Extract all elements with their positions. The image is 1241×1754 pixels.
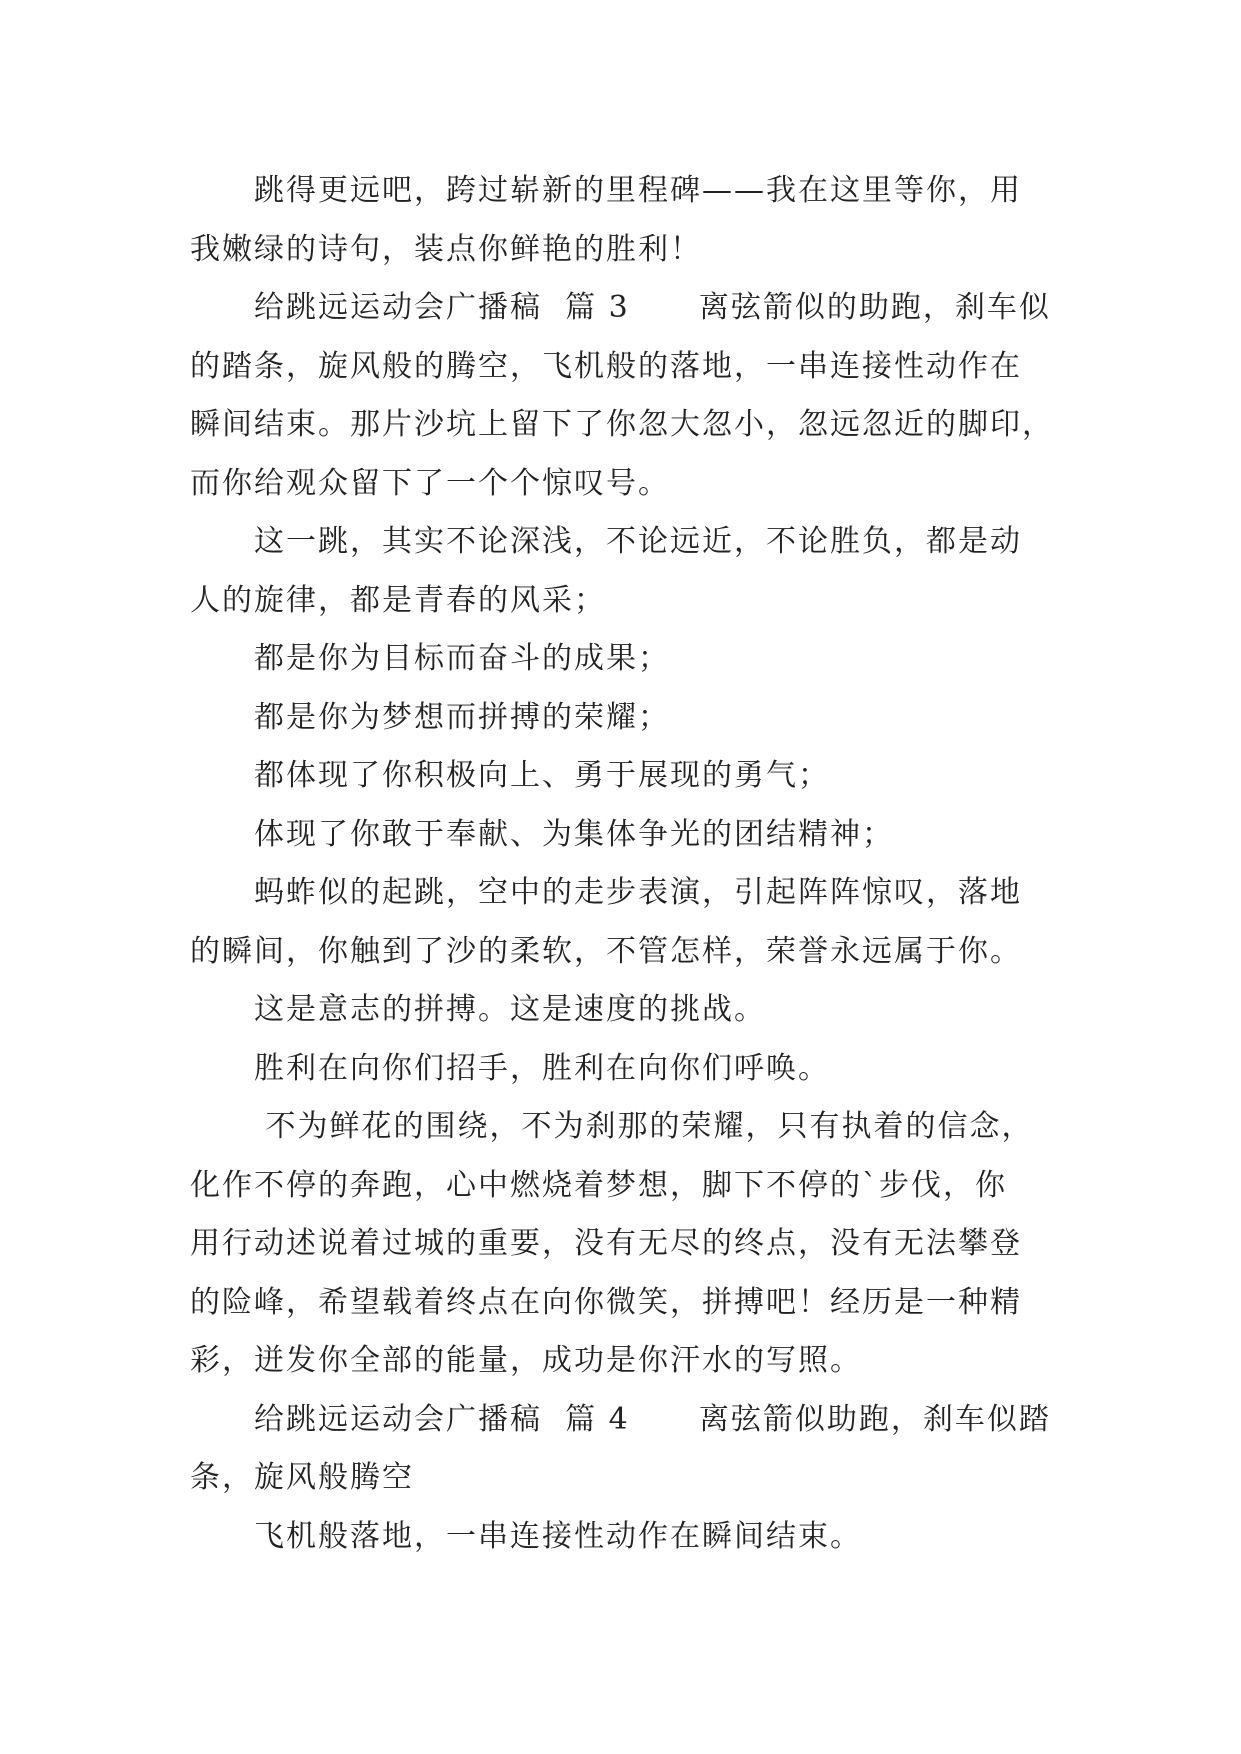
text-line: 都是你为梦想而拼搏的荣耀；: [254, 699, 670, 735]
text-line: 跳得更远吧，跨过崭新的里程碑——我在这里等你，用: [254, 173, 1022, 208]
text-line: 瞬间结束。那片沙坑上留下了你忽大忽小，忽远忽近的脚印，: [190, 407, 1054, 442]
section-heading-line: 给跳远运动会广播稿 篇 3 离弦箭似的助跑，刹车似: [254, 290, 1051, 325]
text-line: 胜利在向你们招手，胜利在向你们呼唤。: [254, 1050, 830, 1086]
text-line: 彩，迸发你全部的能量，成功是你汗水的写照。: [190, 1343, 862, 1378]
text-line: 这是意志的拼搏。这是速度的挑战。: [254, 992, 766, 1027]
text-line: 蚂蚱似的起跳，空中的走步表演，引起阵阵惊叹，落地: [254, 875, 1022, 910]
text-line: 人的旋律，都是青春的风采；: [190, 582, 606, 618]
text-line: 飞机般落地，一串连接性动作在瞬间结束。: [254, 1518, 862, 1554]
text-line: 而你给观众留下了一个个惊叹号。: [190, 465, 670, 501]
text-line: 这一跳，其实不论深浅，不论远近，不论胜负，都是动: [254, 524, 1022, 559]
document-body: [190, 162, 1090, 1566]
section-heading-line: 给跳远运动会广播稿 篇 4 离弦箭似助跑，刹车似踏: [254, 1401, 1051, 1437]
text-line: 用行动述说着过城的重要，没有无尽的终点，没有无法攀登: [190, 1226, 1022, 1261]
text-line: 我嫩绿的诗句，装点你鲜艳的胜利！: [190, 231, 702, 267]
text-line: 都是你为目标而奋斗的成果；: [254, 641, 670, 676]
text-line: 条，旋风般腾空: [190, 1460, 414, 1495]
text-line: 不为鲜花的围绕，不为刹那的荣耀，只有执着的信念，: [254, 1109, 1034, 1144]
text-line: 都体现了你积极向上、勇于展现的勇气；: [254, 758, 830, 793]
text-line: 的瞬间，你触到了沙的柔软，不管怎样，荣誉永远属于你。: [190, 933, 1022, 969]
text-line: 的踏条，旋风般的腾空，飞机般的落地，一串连接性动作在: [190, 348, 1022, 384]
text-line: 的险峰，希望载着终点在向你微笑，拼搏吧！经历是一种精: [190, 1284, 1022, 1320]
text-line: 化作不停的奔跑，心中燃烧着梦想，脚下不停的`步伐，你: [190, 1167, 1007, 1203]
text-line: 体现了你敢于奉献、为集体争光的团结精神；: [254, 816, 894, 852]
